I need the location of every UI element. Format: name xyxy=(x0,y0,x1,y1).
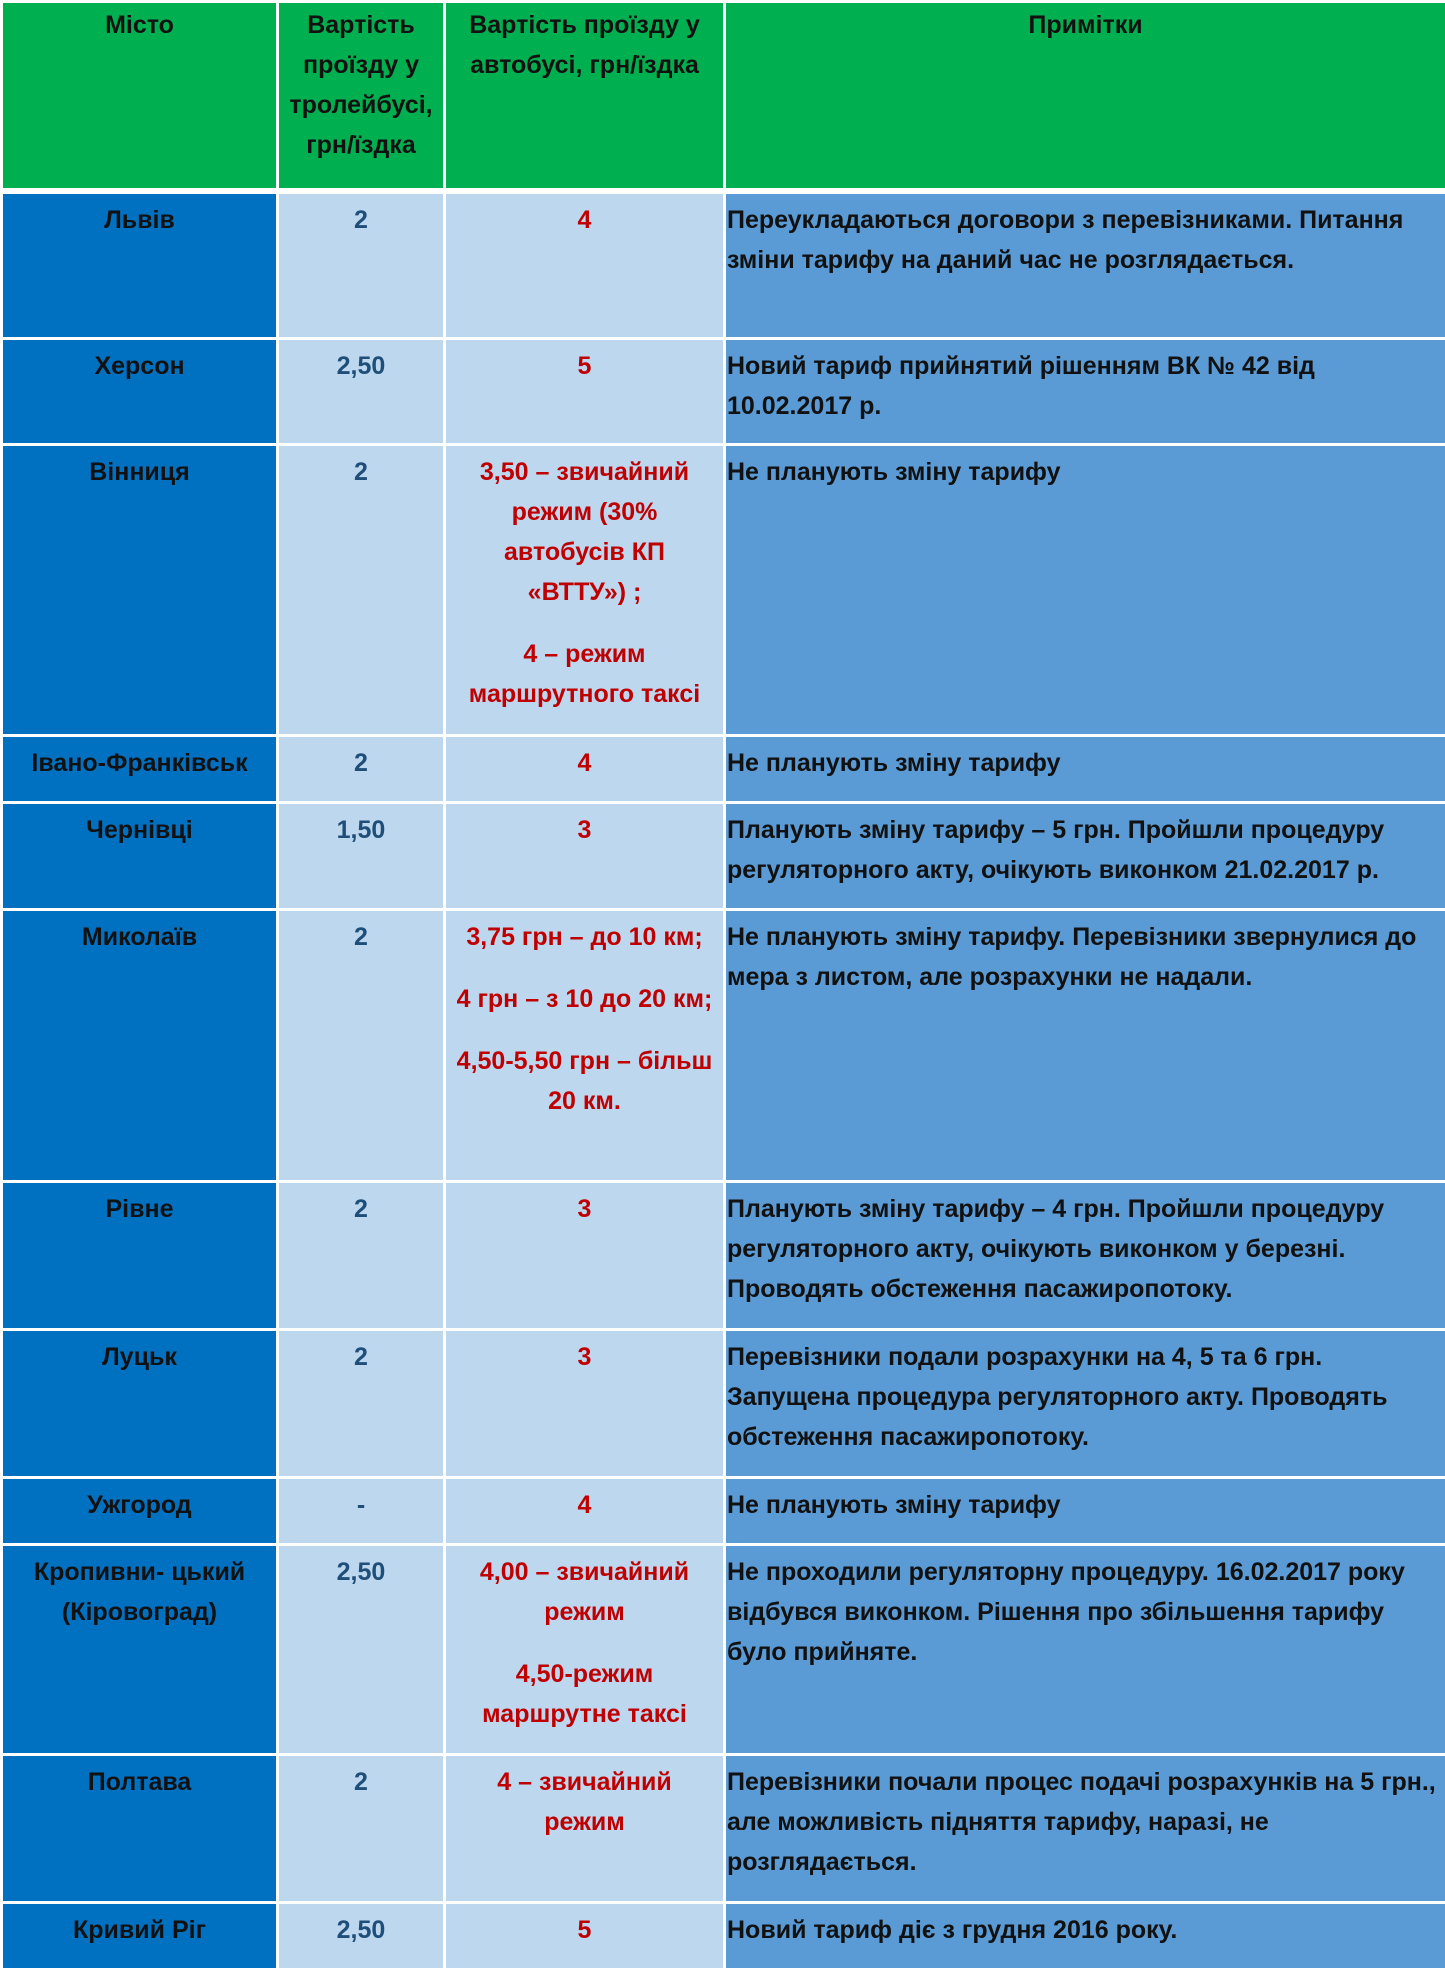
notes-cell: Новий тариф діє з грудня 2016 року. xyxy=(725,1903,1445,1970)
bus-fare-text: 3,75 грн – до 10 км; xyxy=(466,923,703,951)
table-row xyxy=(2,736,1445,803)
header-notes: Примітки xyxy=(725,2,1445,191)
notes-cell: Не планують зміну тарифу xyxy=(725,1478,1445,1545)
city-cell: Івано-Франківськ xyxy=(2,736,278,803)
trolleybus-fare-cell: - xyxy=(278,1478,445,1545)
bus-fare-text: 4 – режим маршрутного таксі xyxy=(468,640,701,708)
city-cell: Чернівці xyxy=(2,803,278,910)
city-cell: Миколаїв xyxy=(2,910,278,1182)
city-cell: Полтава xyxy=(2,1755,278,1903)
notes-cell: Не планують зміну тарифу xyxy=(725,445,1445,736)
notes-cell: Не проходили регуляторну процедуру. 16.02.2017 року відбувся виконком. Рішення про збільшення тарифу було прийняте. xyxy=(725,1545,1445,1755)
header-bus-fare: Вартість проїзду у автобусі, грн/їздка xyxy=(445,2,725,191)
city-cell: Кривий Ріг xyxy=(2,1903,278,1970)
table-header xyxy=(2,2,1445,191)
notes-cell: Перевізники подали розрахунки на 4, 5 та 6 грн. Запущена процедура регуляторного акту. Проводять обстеження пасажиропотоку. xyxy=(725,1330,1445,1478)
notes-cell: Новий тариф прийнятий рішенням ВК № 42 від 10.02.2017 р. xyxy=(725,339,1445,445)
table-row xyxy=(2,910,1445,1182)
trolleybus-fare-cell: 2 xyxy=(278,1182,445,1330)
table-row xyxy=(2,445,1445,736)
bus-fare-text: 4 xyxy=(577,749,592,777)
table-row xyxy=(2,1478,1445,1545)
trolleybus-fare-cell: 2 xyxy=(278,445,445,736)
bus-fare-text: 3 xyxy=(577,1343,592,1371)
bus-fare-cell xyxy=(445,1755,725,1903)
bus-fare-text: 4 грн – з 10 до 20 км; xyxy=(456,985,713,1013)
trolleybus-fare-cell: 2 xyxy=(278,1755,445,1903)
city-cell: Вінниця xyxy=(2,445,278,736)
header-row xyxy=(2,2,1445,191)
notes-cell: Перевізники почали процес подачі розрахунків на 5 грн., але можливість підняття тарифу, наразі, не розглядається. xyxy=(725,1755,1445,1903)
bus-fare-cell xyxy=(445,445,725,736)
notes-cell: Не планують зміну тарифу xyxy=(725,736,1445,803)
bus-fare-cell xyxy=(445,1182,725,1330)
bus-fare-text: 4,50-5,50 грн – більш 20 км. xyxy=(456,1047,713,1115)
bus-fare-cell xyxy=(445,1545,725,1755)
bus-fare-text: 3 xyxy=(577,816,592,844)
city-cell: Херсон xyxy=(2,339,278,445)
trolleybus-fare-cell: 2,50 xyxy=(278,1545,445,1755)
header-trolleybus-fare: Вартість проїзду у тролейбусі, грн/їздка xyxy=(278,2,445,191)
table-row xyxy=(2,1545,1445,1755)
trolleybus-fare-cell: 2 xyxy=(278,191,445,339)
bus-fare-text: 4 xyxy=(577,205,592,234)
bus-fare-text: 5 xyxy=(577,1916,592,1944)
bus-fare-text: 3,50 – звичайний режим (30% автобусів КП «ВТТУ») ; xyxy=(479,458,690,606)
table-row xyxy=(2,191,1445,339)
table-row xyxy=(2,1903,1445,1970)
table-row xyxy=(2,1330,1445,1478)
bus-fare-cell xyxy=(445,910,725,1182)
trolleybus-fare-cell: 2 xyxy=(278,736,445,803)
city-cell: Рівне xyxy=(2,1182,278,1330)
notes-cell: Переукладаються договори з перевізниками. Питання зміни тарифу на даний час не розглядається. xyxy=(725,191,1445,339)
notes-cell: Планують зміну тарифу – 4 грн. Пройшли процедуру регуляторного акту, очікують виконком у березні. Проводять обстеження пасажиропотоку. xyxy=(725,1182,1445,1330)
table-row xyxy=(2,803,1445,910)
bus-fare-text: 5 xyxy=(577,352,592,380)
bus-fare-text: 4,50-режим маршрутне таксі xyxy=(482,1660,687,1728)
bus-fare-cell xyxy=(445,1330,725,1478)
trolleybus-fare-cell: 1,50 xyxy=(278,803,445,910)
table-body xyxy=(2,191,1445,1970)
city-cell: Кропивни- цький (Кіровоград) xyxy=(2,1545,278,1755)
notes-cell: Не планують зміну тарифу. Перевізники звернулися до мера з листом, але розрахунки не надали. xyxy=(725,910,1445,1182)
bus-fare-cell xyxy=(445,339,725,445)
notes-cell: Планують зміну тарифу – 5 грн. Пройшли процедуру регуляторного акту, очікують виконком 21.02.2017 р. xyxy=(725,803,1445,910)
bus-fare-cell xyxy=(445,1903,725,1970)
table-row xyxy=(2,1182,1445,1330)
bus-fare-text: 3 xyxy=(577,1195,592,1223)
table-row xyxy=(2,1755,1445,1903)
bus-fare-cell xyxy=(445,803,725,910)
bus-fare-text: 4 xyxy=(577,1491,592,1519)
bus-fare-cell xyxy=(445,736,725,803)
trolleybus-fare-cell: 2,50 xyxy=(278,339,445,445)
trolleybus-fare-cell: 2 xyxy=(278,1330,445,1478)
table-row xyxy=(2,339,1445,445)
trolleybus-fare-cell: 2,50 xyxy=(278,1903,445,1970)
bus-fare-text: 4 – звичайний режим xyxy=(497,1768,672,1836)
trolleybus-fare-cell: 2 xyxy=(278,910,445,1182)
city-cell: Ужгород xyxy=(2,1478,278,1545)
city-cell: Луцьк xyxy=(2,1330,278,1478)
bus-fare-cell xyxy=(445,1478,725,1545)
bus-fare-cell xyxy=(445,191,725,339)
city-cell: Львів xyxy=(2,191,278,339)
header-city: Місто xyxy=(2,2,278,191)
bus-fare-text: 4,00 – звичайний режим xyxy=(479,1558,690,1626)
